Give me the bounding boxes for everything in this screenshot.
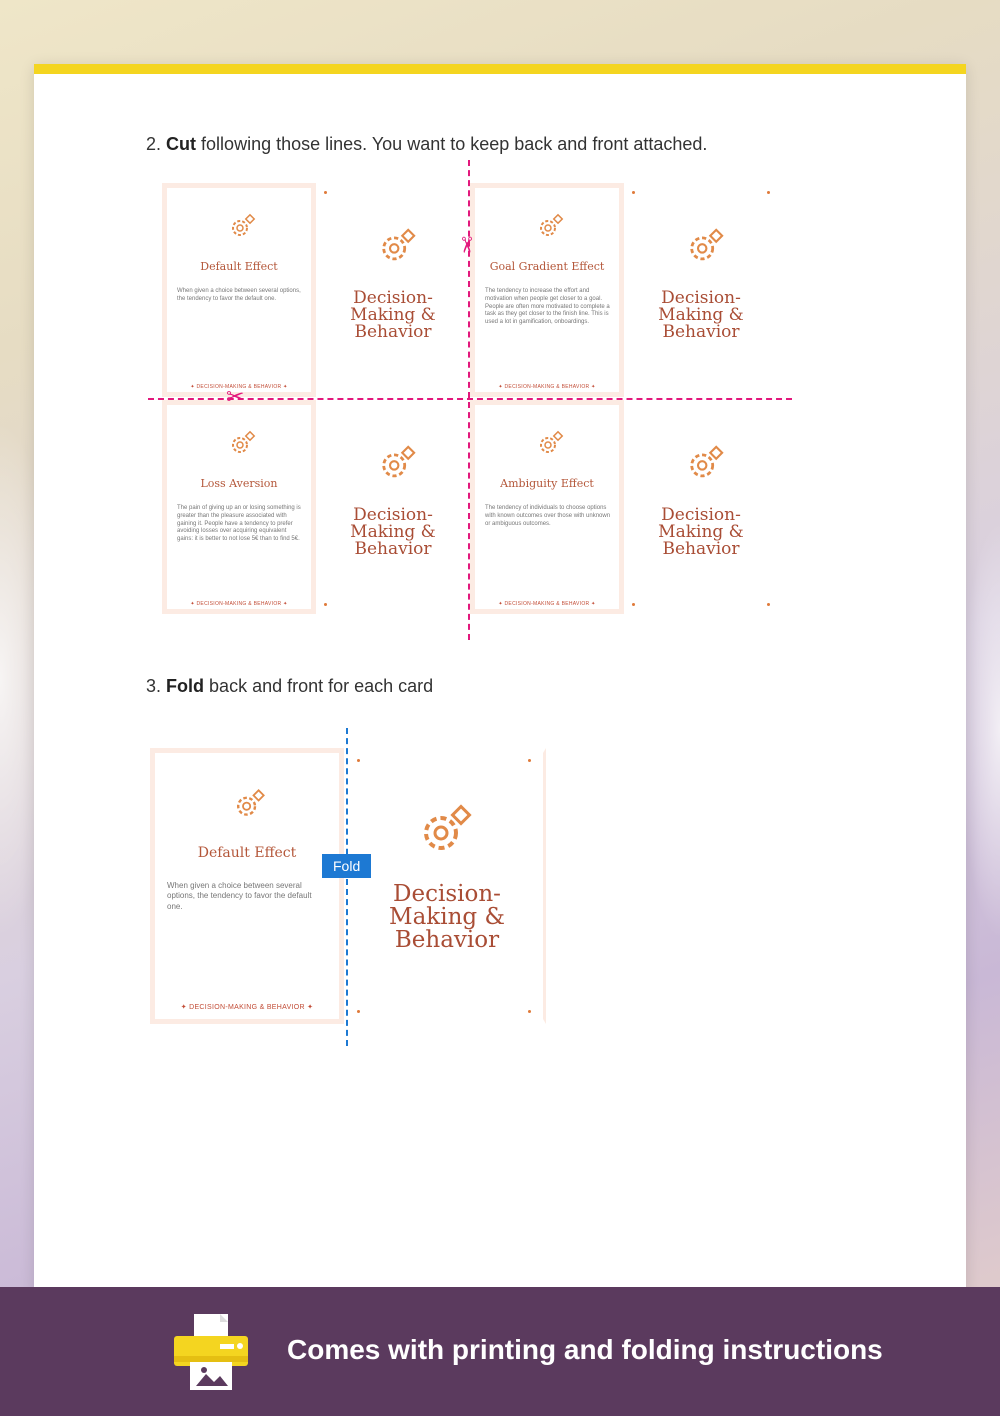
card-title: Ambiguity Effect (500, 477, 594, 490)
gear-icon (376, 226, 418, 268)
corner-mark (632, 191, 635, 194)
card-description: The tendency of individuals to choose options with known outcomes over those with unknown or ambiguous outcomes. (485, 505, 611, 527)
card-front-ambiguity-effect (470, 400, 624, 614)
card-back (316, 400, 470, 614)
corner-mark (324, 191, 327, 194)
card-back-title: Decision- Making & Behavior (389, 881, 505, 953)
card-front-loss-aversion (162, 400, 316, 614)
card-front-goal-gradient-effect (470, 183, 624, 397)
step-2-number: 2. (146, 134, 162, 154)
horizontal-cut-line (148, 398, 792, 400)
corner-mark (767, 603, 770, 606)
gear-icon (231, 787, 267, 823)
gear-icon (415, 801, 475, 861)
card-footer: ✦ DECISION-MAKING & BEHAVIOR ✦ (190, 384, 288, 390)
step-3-keyword: Fold (166, 676, 205, 696)
fold-line (346, 728, 348, 1046)
card-back-title: Decision- Making & Behavior (658, 288, 744, 342)
card-back-title: Decision- Making & Behavior (350, 505, 436, 559)
card-back-title: Decision- Making & Behavior (350, 288, 436, 342)
corner-mark (357, 1010, 360, 1013)
step-2-text: following those lines. You want to keep back and front attached. (201, 134, 708, 154)
step-3-text: back and front for each card (209, 676, 434, 696)
sheet-accent-bar (34, 64, 966, 74)
corner-mark (357, 759, 360, 762)
fold-label: Fold (322, 854, 371, 878)
scissors-icon: ✂ (454, 235, 480, 255)
banner-text: Comes with printing and folding instructions (287, 1334, 883, 1365)
gear-icon (535, 429, 565, 459)
step-2-instruction (146, 134, 707, 155)
corner-mark (767, 191, 770, 194)
card-footer: ✦ DECISION-MAKING & BEHAVIOR ✦ (180, 1004, 314, 1011)
card-back (316, 183, 470, 397)
corner-mark (632, 603, 635, 606)
card-title: Default Effect (197, 845, 297, 861)
fold-example-card-front (150, 748, 344, 1024)
card-title: Goal Gradient Effect (489, 260, 605, 273)
card-back-title: Decision- Making & Behavior (658, 505, 744, 559)
gear-icon (227, 212, 257, 242)
corner-mark (528, 1010, 531, 1013)
gear-icon (535, 212, 565, 242)
card-front-default-effect (162, 183, 316, 397)
card-description: When given a choice between several options, the tendency to favor the default one. (177, 288, 301, 302)
card-footer: ✦ DECISION-MAKING & BEHAVIOR ✦ (498, 384, 596, 390)
card-footer: ✦ DECISION-MAKING & BEHAVIOR ✦ (498, 601, 596, 607)
card-title: Default Effect (200, 260, 278, 273)
card-description: When given a choice between several options, the tendency to favor the default one. (167, 881, 312, 911)
card-description: The pain of giving up an or losing something is greater than the pleasure associated with gaining it. People have a tendency to prefer avoiding losses over acquiring equivalent gains: it is better to not lose 5€ than to find 5€. (177, 505, 301, 543)
gear-icon (227, 429, 257, 459)
corner-mark (528, 759, 531, 762)
card-back (624, 183, 778, 397)
card-title: Loss Aversion (200, 477, 278, 490)
fold-example-card-back (346, 748, 546, 1024)
step-3-instruction (146, 676, 433, 697)
card-description: The tendency to increase the effort and motivation when people get closer to a goal. People are often more motivated to complete a task as they get closer to the finish line. This is used a lot in gamification, onboardings. (485, 288, 610, 326)
card-back (624, 400, 778, 614)
background-glow-right (960, 520, 1000, 940)
step-3-number: 3. (146, 676, 162, 696)
gear-icon (684, 226, 726, 268)
printer-icon (170, 1312, 252, 1397)
vertical-cut-line (468, 160, 470, 640)
corner-mark (324, 603, 327, 606)
card-footer: ✦ DECISION-MAKING & BEHAVIOR ✦ (190, 601, 288, 607)
gear-icon (684, 443, 726, 485)
scissors-icon: ✂ (226, 384, 245, 409)
gear-icon (376, 443, 418, 485)
step-2-keyword: Cut (166, 134, 197, 154)
